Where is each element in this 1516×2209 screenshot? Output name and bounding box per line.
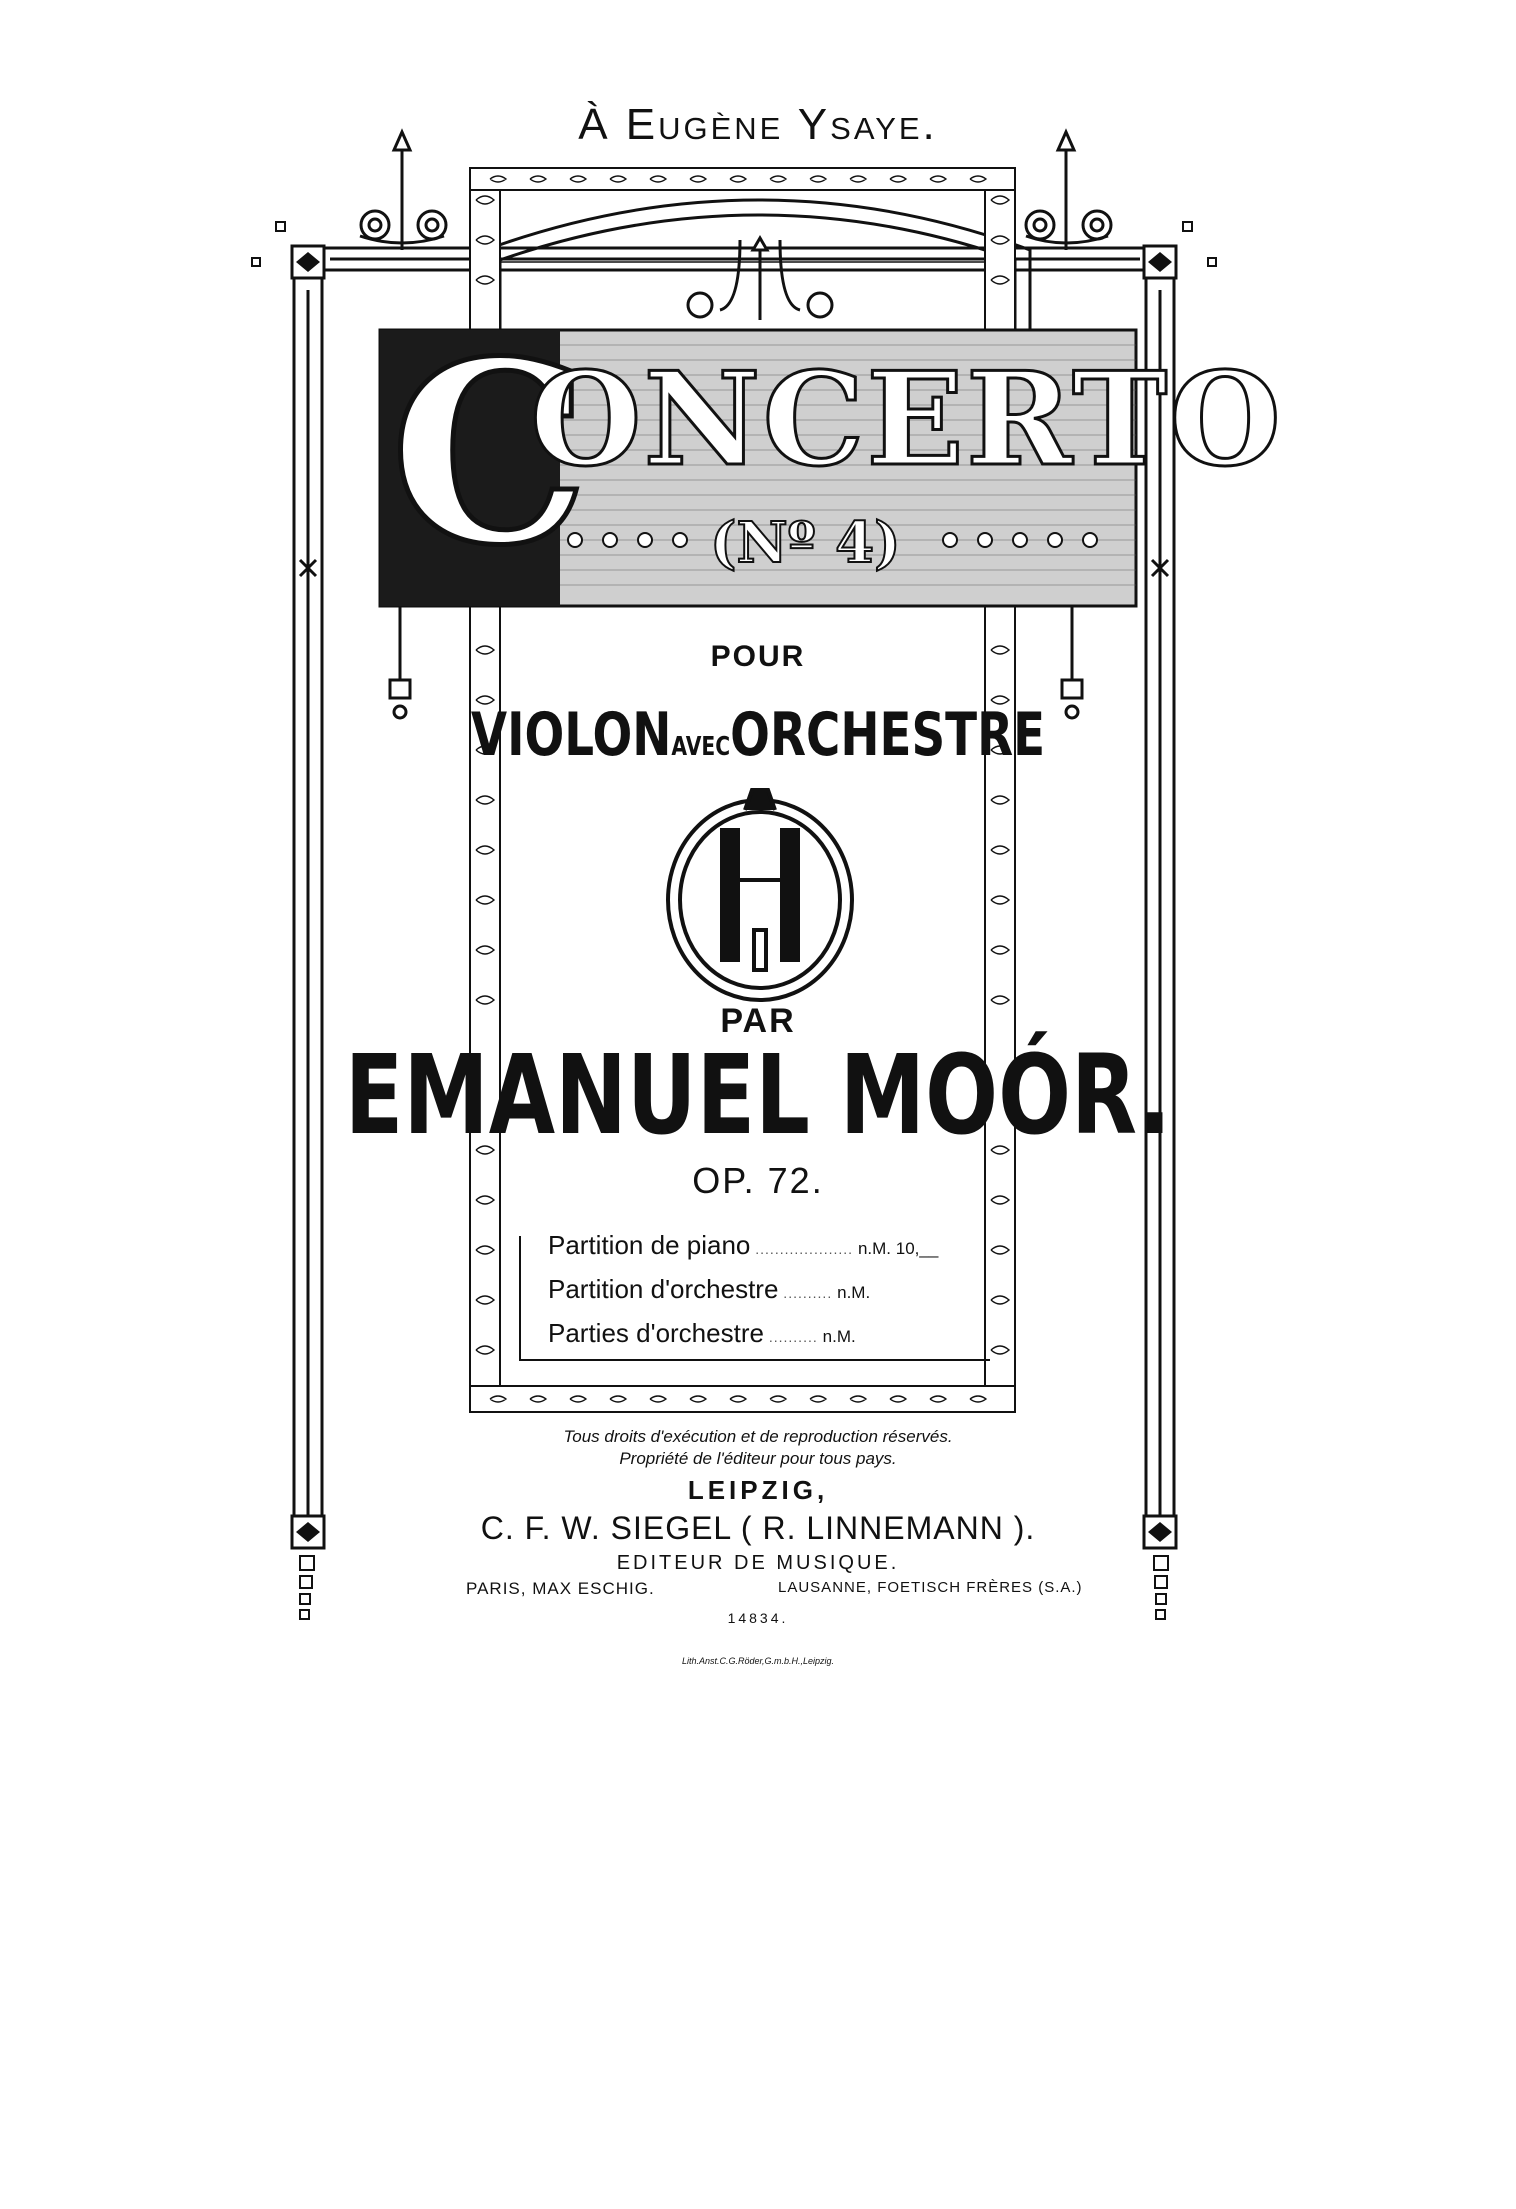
agent-lausanne: LAUSANNE, FOETISCH FRÈRES (S.A.) bbox=[778, 1579, 1083, 1596]
opus-number: OP. 72. bbox=[692, 1160, 824, 1201]
publisher-role: EDITEUR DE MUSIQUE. bbox=[616, 1552, 900, 1574]
plate-number: 14834. bbox=[727, 1610, 789, 1626]
by-label: PAR bbox=[720, 1002, 796, 1040]
leader-dots: .......... bbox=[778, 1285, 838, 1301]
list-item bbox=[548, 1269, 938, 1313]
rights-notice bbox=[0, 1426, 1516, 1470]
title-banner bbox=[380, 306, 1283, 606]
instrument-orchestra: ORCHESTRE bbox=[730, 700, 1046, 770]
title-initial: C bbox=[390, 306, 589, 600]
publisher-city: LEIPZIG, bbox=[687, 1475, 829, 1505]
agent-paris: PARIS, MAX ESCHIG. bbox=[466, 1579, 655, 1598]
instrument-avec: AVEC bbox=[671, 732, 731, 762]
printer-credit: Lith.Anst.C.G.Röder,G.m.b.H.,Leipzig. bbox=[681, 1656, 835, 1666]
composer-name: EMANUEL MOÓR. bbox=[344, 1031, 1172, 1159]
part-label: Partition d'orchestre bbox=[548, 1274, 779, 1304]
part-price: n.M. bbox=[822, 1327, 856, 1346]
rights-line: Propriété de l'éditeur pour tous pays. bbox=[619, 1449, 897, 1468]
parts-list bbox=[548, 1225, 938, 1357]
part-price: n.M. 10,__ bbox=[857, 1239, 939, 1258]
part-price: n.M. bbox=[837, 1283, 871, 1302]
list-item bbox=[548, 1313, 938, 1357]
part-label: Parties d'orchestre bbox=[548, 1318, 764, 1348]
part-label: Partition de piano bbox=[548, 1230, 751, 1260]
rights-line: Tous droits d'exécution et de reproduction réservés. bbox=[563, 1427, 953, 1446]
instrumentation bbox=[167, 700, 1349, 770]
list-item bbox=[548, 1225, 938, 1269]
leader-dots: .......... bbox=[763, 1329, 823, 1345]
title-text: ONCERTO bbox=[530, 345, 1283, 495]
publisher-name: C. F. W. SIEGEL ( R. LINNEMANN ). bbox=[480, 1510, 1036, 1546]
dedication: À Eugène Ysaye. bbox=[578, 100, 938, 149]
title-number: (Nº 4) bbox=[710, 510, 901, 576]
instrument-violin: VIOLON bbox=[470, 700, 672, 770]
subtitle-pour: POUR bbox=[710, 640, 806, 673]
leader-dots: .................... bbox=[750, 1241, 858, 1257]
